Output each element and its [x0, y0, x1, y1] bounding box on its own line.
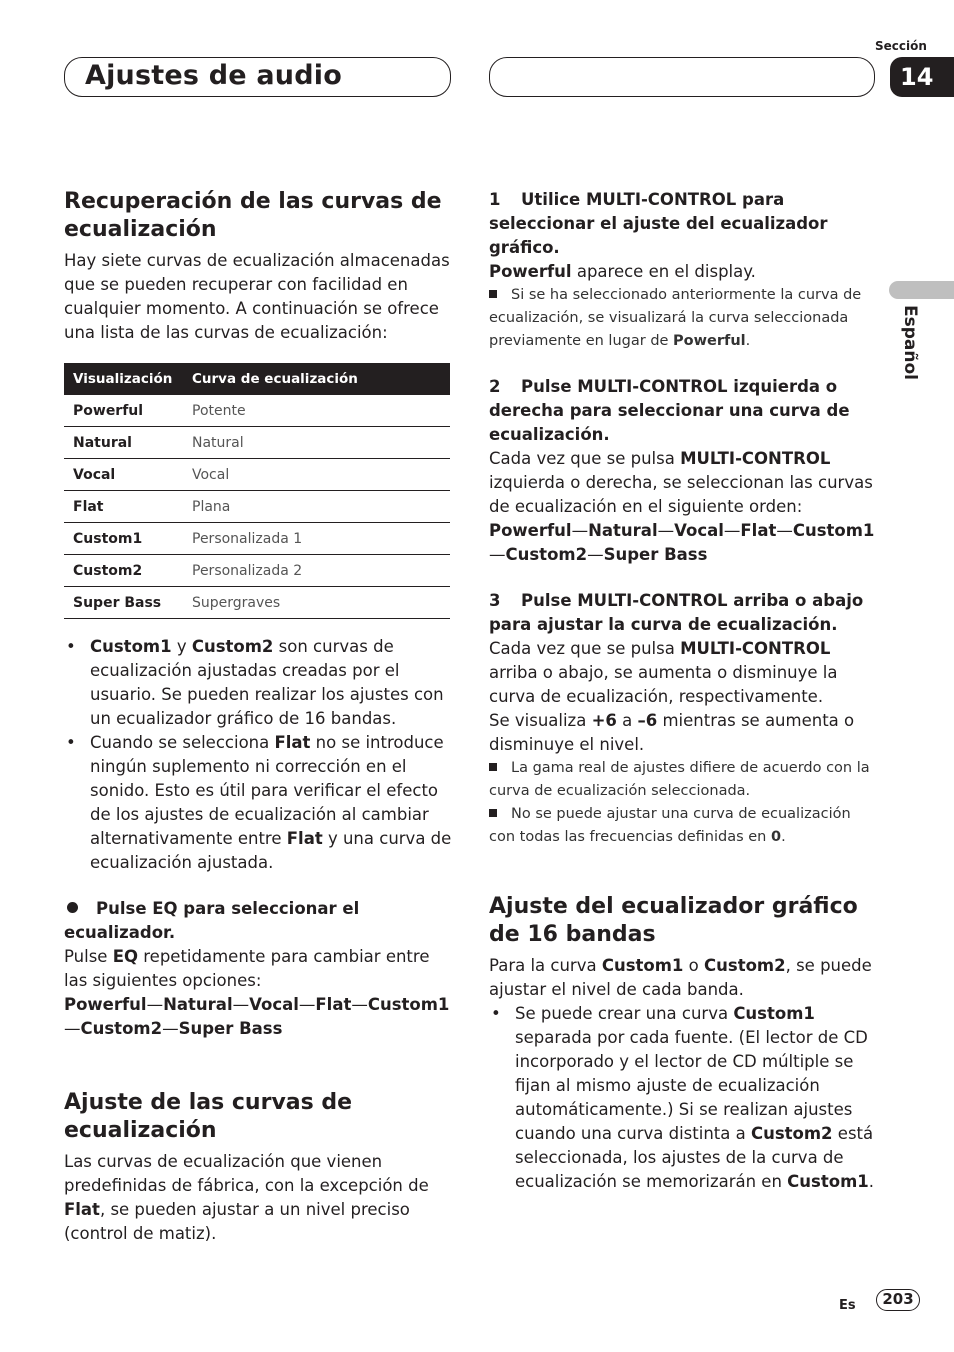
square-bullet-icon: [489, 763, 497, 771]
title-frame: [64, 57, 451, 97]
sequence-item: Flat: [740, 521, 777, 540]
table-row: [64, 459, 450, 491]
bullet-grafico: • Se puede crear una curva Custom1 separada por cada fuente. (El lector de CD incorporado y el lector de CD múltiple se fijan al mismo ajuste de ecualización automáticamente.) Si se realizan ajustes cuando una curva distinta a Custom2 está seleccionada, los ajustes de la curva de ecualización se memorizarán en Custom1.: [489, 1002, 877, 1194]
sequence-item: Custom1: [792, 521, 875, 540]
sequence-separator: —: [232, 995, 250, 1014]
table-cell: Custom2: [64, 555, 183, 587]
sequence-separator: —: [571, 521, 589, 540]
sequence-item: Custom2: [505, 545, 588, 564]
table-cell: Vocal: [64, 459, 183, 491]
table-cell: Supergraves: [183, 587, 450, 619]
table-cell: Personalizada 1: [183, 523, 450, 555]
table-header-row: [64, 363, 450, 395]
table-row: [64, 395, 450, 427]
sequence-separator: —: [146, 995, 164, 1014]
table-header-cell: Curva de ecualización: [183, 363, 450, 395]
note-range: La gama real de ajustes difiere de acuerdo con la curva de ecualización seleccionada.: [489, 760, 870, 799]
para-eq: Pulse EQ repetidamente para cambiar entre las siguientes opciones:: [64, 947, 430, 990]
sequence-item: Super Bass: [603, 545, 708, 564]
sequence-item: Custom2: [80, 1019, 163, 1038]
para-step3-range: Se visualiza +6 a –6 mientras se aumenta o disminuye el nivel.: [489, 711, 855, 754]
para-ajuste: Las curvas de ecualización que vienen predefinidas de fábrica, con la excepción de Flat, se pueden ajustar a un nivel preciso (control de matiz).: [64, 1152, 429, 1243]
table-cell: Personalizada 2: [183, 555, 450, 587]
table-cell: Natural: [64, 427, 183, 459]
para-recuperacion: Hay siete curvas de ecualización almacenadas que se pueden recuperar con facilidad en cualquier momento. A continuación se ofrece una lista de las curvas de ecualización:: [64, 251, 450, 342]
note-step1: Si se ha seleccionado anteriormente la curva de ecualización, se visualizará la curva seleccionada previamente en lugar de Powerful.: [489, 287, 862, 349]
sequence-separator: —: [587, 545, 604, 564]
sequence-right: [489, 519, 877, 567]
language-side-label: Español: [900, 305, 920, 380]
heading-grafico: Ajuste del ecualizador gráfico de 16 bandas: [489, 894, 858, 947]
table-header-cell: Visualización: [64, 363, 183, 395]
sequence-item: Natural: [588, 521, 658, 540]
square-bullet-icon: [489, 809, 497, 817]
sequence-item: Vocal: [249, 995, 299, 1014]
table-row: [64, 523, 450, 555]
section-number: 14: [890, 57, 954, 97]
table-cell: Super Bass: [64, 587, 183, 619]
sequence-separator: —: [489, 545, 506, 564]
section-label: Sección: [875, 39, 927, 53]
sequence-separator: —: [776, 521, 793, 540]
table-cell: Custom1: [64, 523, 183, 555]
sequence-separator: —: [298, 995, 316, 1014]
step-2: 2 Pulse MULTI-CONTROL izquierda o derecha para seleccionar una curva de ecualización.: [489, 377, 850, 444]
sequence-item: Powerful: [64, 995, 147, 1014]
heading-recuperacion: Recuperación de las curvas de ecualización: [64, 189, 442, 242]
step-eq: Pulse EQ para seleccionar el ecualizador.: [64, 899, 360, 942]
left-column: [64, 188, 452, 1246]
table-cell: Potente: [183, 395, 450, 427]
para-step1: Powerful aparece en el display.: [489, 262, 756, 281]
language-tab: [889, 281, 954, 299]
para-step2: Cada vez que se pulsa MULTI-CONTROL izquierda o derecha, se seleccionan las curvas de ecualización en el siguiente orden:: [489, 449, 873, 516]
table-cell: Natural: [183, 427, 450, 459]
note-zero: No se puede ajustar una curva de ecualización con todas las frecuencias definidas en 0.: [489, 806, 851, 845]
eq-curves-table: [64, 363, 450, 619]
square-bullet-icon: [489, 290, 497, 298]
sequence-separator: —: [351, 995, 368, 1014]
table-cell: Powerful: [64, 395, 183, 427]
para-step3: Cada vez que se pulsa MULTI-CONTROL arriba o abajo, se aumenta o disminuye la curva de ecualización, respectivamente.: [489, 639, 838, 706]
footer-lang: Es: [839, 1298, 856, 1313]
sequence-item: Powerful: [489, 521, 572, 540]
right-column: [489, 188, 877, 1194]
sequence-item: Vocal: [674, 521, 724, 540]
page-number: 203: [876, 1289, 920, 1311]
sequence-separator: —: [723, 521, 741, 540]
table-row: [64, 427, 450, 459]
table-cell: Plana: [183, 491, 450, 523]
sequence-item: Flat: [315, 995, 352, 1014]
table-row: [64, 587, 450, 619]
table-row: [64, 491, 450, 523]
heading-ajuste: Ajuste de las curvas de ecualización: [64, 1090, 353, 1143]
table-row: [64, 555, 450, 587]
sequence-item: Super Bass: [178, 1019, 283, 1038]
bullet-flat: • Cuando se selecciona Flat no se introduce ningún suplemento ni corrección en el sonido. Esto es útil para verificar el efecto de los ajustes de ecualización al cambiar alternativamente entre Flat y una curva de ecualización ajustada.: [64, 731, 452, 875]
para-grafico: Para la curva Custom1 o Custom2, se puede ajustar el nivel de cada banda.: [489, 956, 872, 999]
table-cell: Flat: [64, 491, 183, 523]
sequence-left: [64, 993, 452, 1041]
bullet-custom: • Custom1 y Custom2 son curvas de ecualización ajustadas creadas por el usuario. Se pueden realizar los ajustes con un ecualizador gráfico de 16 bandas.: [64, 635, 452, 731]
sequence-separator: —: [657, 521, 675, 540]
sequence-item: Custom1: [367, 995, 450, 1014]
header-empty-frame: [489, 57, 875, 97]
table-cell: Vocal: [183, 459, 450, 491]
page-title: Ajustes de audio: [85, 60, 342, 91]
sequence-separator: —: [64, 1019, 81, 1038]
sequence-item: Natural: [163, 995, 233, 1014]
sequence-separator: —: [162, 1019, 179, 1038]
filled-circle-icon: [67, 902, 78, 913]
step-1: 1 Utilice MULTI-CONTROL para seleccionar el ajuste del ecualizador gráfico.: [489, 190, 828, 257]
step-3: 3 Pulse MULTI-CONTROL arriba o abajo para ajustar la curva de ecualización.: [489, 591, 864, 634]
